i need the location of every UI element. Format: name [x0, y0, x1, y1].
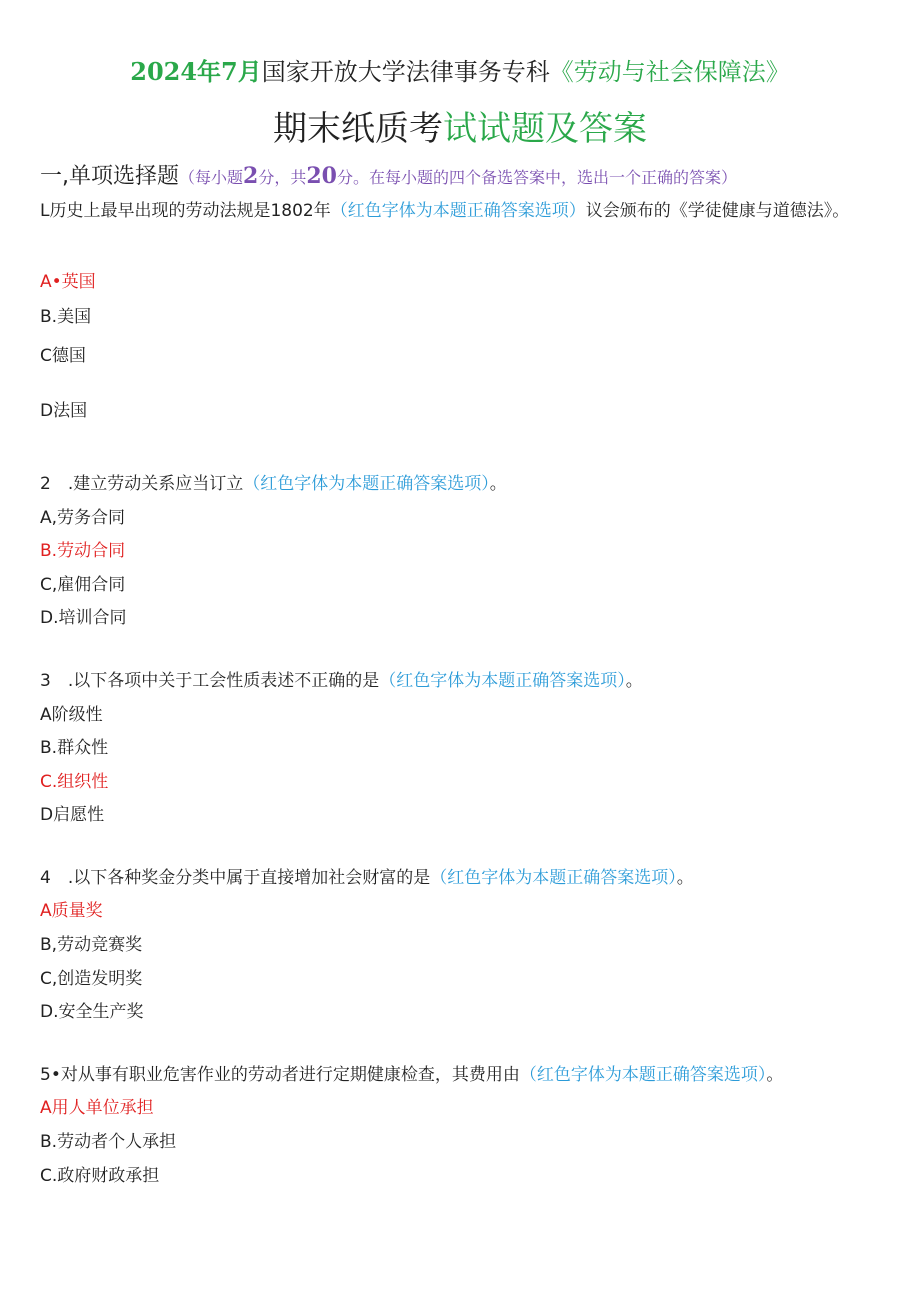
answer-hint: （红色字体为本题正确答案选项）: [330, 201, 586, 221]
section-note-a: （每小题: [179, 168, 244, 187]
question-3-option-d: D启愿性: [40, 805, 105, 825]
question-1-option-c: C德国: [40, 346, 86, 366]
title-course: 《劳动与社会保障法》: [549, 58, 790, 86]
answer-hint: （红色字体为本题正确答案选项）: [243, 474, 490, 494]
question-1-option-a: A•英国: [40, 272, 96, 292]
question-1-stem: [40, 194, 880, 228]
question-2-option-c: C,雇佣合同: [40, 575, 126, 595]
question-stem-text: 4 .以下各种奖金分类中属于直接增加社会财富的是: [40, 868, 431, 888]
question-5-option-a: A用人单位承担: [40, 1098, 154, 1118]
document-subtitle: [0, 104, 920, 154]
question-1-option-b: B.美国: [40, 307, 92, 327]
answer-hint: （红色字体为本题正确答案选项）: [519, 1065, 767, 1085]
document-title: [0, 52, 920, 92]
question-4-stem: [40, 861, 880, 895]
question-4-option-b: B,劳动竞赛奖: [40, 935, 143, 955]
section-note-b: 分，共: [258, 168, 307, 187]
question-2-option-a: A,劳务合同: [40, 508, 126, 528]
subtitle-questions-answers: 试试题及答案: [443, 109, 647, 149]
question-stem-text: 5•对从事有职业危害作业的劳动者进行定期健康检查，其费用由: [40, 1065, 520, 1085]
question-4-option-c: C,创造发明奖: [40, 969, 143, 989]
question-5-option-c: C.政府财政承担: [40, 1166, 160, 1186]
question-3-option-a: A阶级性: [40, 705, 103, 725]
question-stem-text: 。: [489, 474, 507, 494]
answer-hint: （红色字体为本题正确答案选项）: [379, 671, 626, 691]
question-4-option-d: D.安全生产奖: [40, 1002, 144, 1022]
question-stem-text: 。: [766, 1065, 784, 1085]
subtitle-exam-type: 期末纸质考: [273, 109, 443, 149]
question-stem-text: 。: [676, 868, 694, 888]
question-3-stem: [40, 664, 880, 698]
question-3-option-b: B.群众性: [40, 738, 109, 758]
question-stem-text: L历史上最早出现的劳动法规是1802年: [40, 201, 331, 221]
question-5-stem: [40, 1058, 880, 1092]
section-heading: [40, 158, 900, 196]
points-each: 2: [243, 163, 259, 189]
section-note-c: 分。在每小题的四个备选答案中，选出一个正确的答案）: [336, 168, 737, 187]
question-4-option-a: A质量奖: [40, 901, 103, 921]
question-3-option-c: C.组织性: [40, 772, 109, 792]
section-title: 一,单项选择题: [40, 164, 179, 189]
title-university-major: 国家开放大学法律事务专科: [261, 58, 550, 86]
title-year: 2024年7月: [130, 57, 262, 86]
question-2-option-d: D.培训合同: [40, 608, 127, 628]
question-2-stem: [40, 467, 880, 501]
points-total: 20: [306, 163, 337, 189]
question-stem-text: 2 .建立劳动关系应当订立: [40, 474, 244, 494]
answer-hint: （红色字体为本题正确答案选项）: [430, 868, 677, 888]
question-5-option-b: B.劳动者个人承担: [40, 1132, 177, 1152]
question-2-option-b: B.劳动合同: [40, 541, 126, 561]
question-stem-text: 3 .以下各项中关于工会性质表述不正确的是: [40, 671, 380, 691]
question-stem-text: 。: [625, 671, 643, 691]
question-stem-text: 议会颁布的《学徒健康与道德法》。: [585, 201, 850, 221]
question-1-option-d: D法国: [40, 401, 88, 421]
